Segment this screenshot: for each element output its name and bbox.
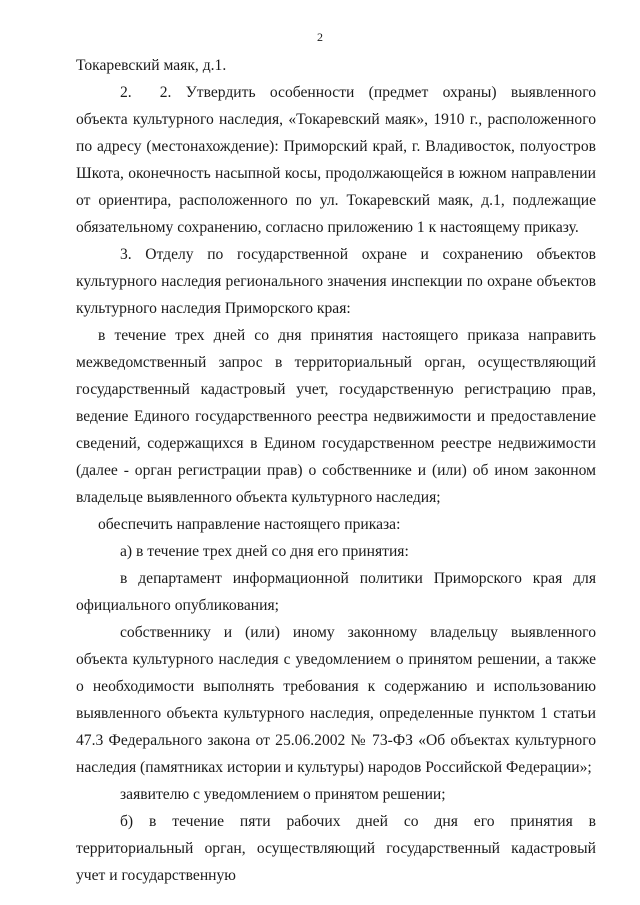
paragraph-ensure-sending: обеспечить направление настоящего приказа: <box>98 516 401 533</box>
paragraph-address-continuation: Токаревский маяк, д.1. <box>76 57 227 74</box>
paragraph-applicant-notification: заявителю с уведомлением о принятом решении; <box>120 786 446 803</box>
paragraph-item-3: 3. Отделу по государственной охране и сохранению объектов культурного наследия регионального значения инспекции по охране объектов культурного наследия Приморского края: <box>76 246 596 317</box>
paragraph-subitem-a: а) в течение трех дней со дня его принятия: <box>120 543 409 560</box>
paragraph-subitem-b: б) в течение пяти рабочих дней со дня его принятия в территориальный орган, осуществляющий государственный кадастровый учет и государственную <box>76 813 596 884</box>
paragraph-item-2-number: 2. <box>120 84 132 101</box>
paragraph-item-2 <box>76 79 596 241</box>
paragraph-department-info-policy: в департамент информационной политики Приморского края для официального опубликования; <box>76 570 596 614</box>
paragraph-interagency-request: в течение трех дней со дня принятия настоящего приказа направить межведомственный запрос в территориальный орган, осуществляющий государственный кадастровый учет, государственную регистрацию прав, ведение Единого государственного реестра недвижимости и предоставление сведений, содержащихся в Едином государственном реестре недвижимости (далее - орган регистрации прав) о собственнике и (или) об ином законном владельце выявленного объекта культурного наследия; <box>76 327 596 506</box>
paragraph-owner-notification: собственнику и (или) иному законному владельцу выявленного объекта культурного наследия с уведомлением о принятом решении, а также о необходимости выполнять требования к содержанию и использованию выявленного объекта культурного наследия, определенные пунктом 1 статьи 47.3 Федерального закона от 25.06.2002 № 73-ФЗ «Об объектах культурного наследия (памятниках истории и культуры) народов Российской Федерации»; <box>76 624 596 776</box>
page-number: 2 <box>317 30 323 44</box>
paragraph-item-2-text: 2. Утвердить особенности (предмет охраны) выявленного объекта культурного наследия, «Токаревский маяк», 1910 г., расположенного по адресу (местонахождение): Приморский край, г. Владивосток, полуостров Шкота, оконечность насыпной косы, продолжающейся в южном направлении от ориентира, расположенного по ул. Токаревский маяк, д.1, подлежащие обязательному сохранению, согласно приложению 1 к настоящему приказу. <box>76 84 596 236</box>
document-body <box>76 52 596 889</box>
